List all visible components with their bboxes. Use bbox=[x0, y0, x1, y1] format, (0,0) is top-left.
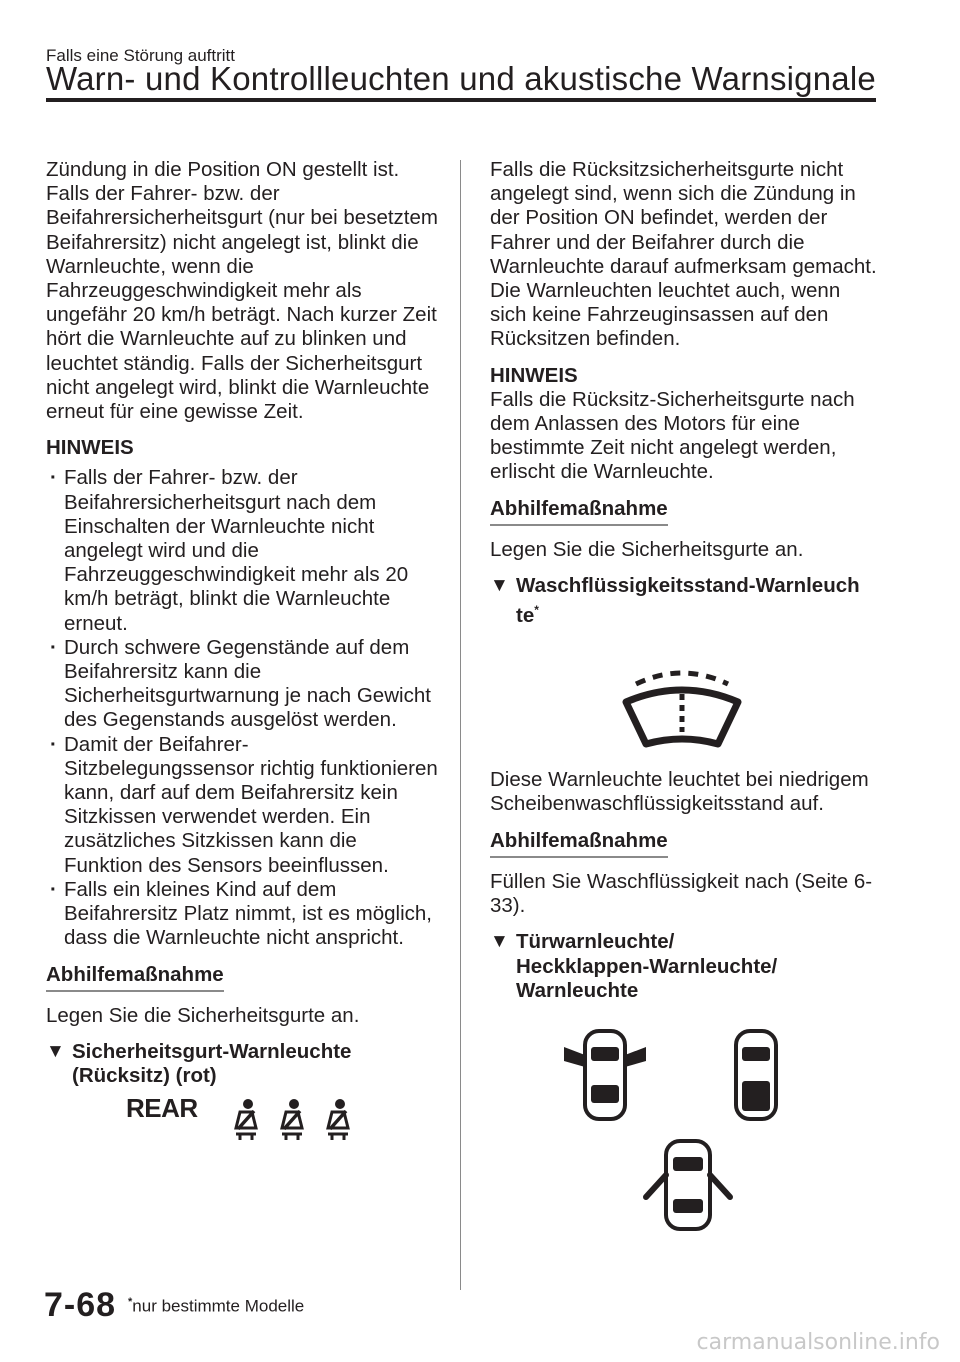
right-paragraph-1: Falls die Rücksitzsicherheitsgurte nicht angelegt sind, wenn sich die Zündung in der Position ON befindet, werden der Fahrer und der Beifahrer durch die Warnleuchte darauf aufmerksam gemacht. bbox=[490, 158, 877, 278]
remedy-text: Legen Sie die Sicherheitsgurte an. bbox=[46, 1003, 360, 1027]
section-heading-line-1: Türwarnleuchte/ bbox=[516, 930, 675, 954]
washer-fluid-icon bbox=[618, 648, 746, 748]
right-paragraph-2: Die Warnleuchten leuchtet auch, wenn sich keine Fahrzeuginsassen auf den Rücksitzen befinden. bbox=[490, 279, 841, 351]
footer-note-text: nur bestimmte Modelle bbox=[132, 1296, 305, 1316]
section-heading-text: Sicherheitsgurt-Warnleuchte (Rücksitz) (rot) bbox=[72, 1039, 352, 1088]
left-column bbox=[46, 158, 438, 1144]
remedy-text: Legen Sie die Sicherheitsgurte an. bbox=[490, 537, 804, 561]
door-open-car-icon bbox=[560, 1025, 650, 1125]
right-column bbox=[490, 158, 882, 1243]
left-paragraph-2: Falls der Fahrer- bzw. der Beifahrersicherheitsgurt (nur bei besetztem Beifahrersitz) nicht angelegt ist, blinkt die Warnleuchte, wenn die Fahrzeuggeschwindigkeit mehr als ungefähr 20 km/h beträgt. Nach kurzer Zeit hört die Warnleuchte auf zu blinken und leuchtet ständig. Falls der Sicherheitsgurt nicht angelegt wird, blinkt die Warnleuchte erneut für eine gewisse Zeit. bbox=[46, 182, 438, 424]
section-heading-line-2: Heckklappen-Warnleuchte/ bbox=[516, 954, 778, 978]
door-warning-figure bbox=[490, 1003, 882, 1243]
hood-open-car-icon bbox=[638, 1135, 738, 1235]
remedy-heading: Abhilfemaßnahme bbox=[46, 963, 224, 992]
remedy-heading: Abhilfemaßnahme bbox=[490, 497, 668, 526]
section-heading-text-cont: te bbox=[516, 604, 535, 628]
list-item: · Falls ein kleines Kind auf dem Beifahrersitz Platz nimmt, ist es möglich, dass die Warnleuchte nicht anspricht. bbox=[46, 878, 438, 951]
model-mark: * bbox=[534, 603, 539, 618]
note-label: HINWEIS bbox=[490, 363, 578, 387]
column-divider bbox=[460, 160, 461, 1290]
remedy-text: Füllen Sie Waschflüssigkeit nach (Seite 6-33). bbox=[490, 869, 873, 918]
note-text: Falls die Rücksitz-Sicherheitsgurte nach dem Anlassen des Motors für eine bestimmte Zeit nicht angelegt werden, erlischt die Warnleuchte. bbox=[490, 387, 855, 484]
list-item: · Damit der Beifahrer-Sitzbelegungssensor richtig funktionieren kann, darf auf dem Beifahrersitz kein Sitzkissen verwendet werden. Ein zusätzliches Sitzkissen kann die Funktion des Sensors beeinflussen. bbox=[46, 733, 438, 878]
section-heading-rear-belt bbox=[46, 1040, 438, 1088]
footer-note bbox=[128, 1296, 304, 1317]
rear-belt-indicator-row bbox=[46, 1088, 438, 1144]
seatbelt-icon bbox=[272, 1098, 312, 1142]
seatbelt-icon bbox=[226, 1098, 266, 1142]
washer-text: Diese Warnleuchte leuchtet bei niedrigem Scheibenwaschflüssigkeitsstand auf. bbox=[490, 768, 869, 816]
header-section-label: Falls eine Störung auftritt bbox=[46, 46, 235, 65]
washer-fluid-figure bbox=[490, 628, 882, 768]
remedy-heading: Abhilfemaßnahme bbox=[490, 829, 668, 858]
section-heading-text: Waschflüssigkeitsstand-Warnleuch bbox=[516, 574, 860, 598]
model-mark: * bbox=[128, 1296, 133, 1308]
list-item: · Falls der Fahrer- bzw. der Beifahrersicherheitsgurt nach dem Einschalten der Warnleuchte nicht angelegt wird und die Fahrzeuggeschwindigkeit mehr als 20 km/h beträgt, blinkt die Warnleuchte erneut. bbox=[46, 466, 438, 635]
note-bullets bbox=[46, 466, 438, 950]
page-number: 7-68 bbox=[44, 1286, 117, 1324]
seatbelt-icon bbox=[318, 1098, 358, 1142]
note-label: HINWEIS bbox=[46, 436, 134, 460]
list-item: · Durch schwere Gegenstände auf dem Beifahrersitz kann die Sicherheitsgurtwarnung je nach Gewicht des Gegenstands ausgelöst werden. bbox=[46, 636, 438, 733]
page-title: Warn- und Kontrollleuchten und akustische Warnsignale bbox=[46, 60, 876, 97]
rear-label: REAR bbox=[126, 1093, 198, 1124]
section-heading-line-3: Warnleuchte bbox=[516, 978, 639, 1002]
watermark: carmanualsonline.info bbox=[696, 1330, 940, 1355]
triangle-down-icon: ▼ bbox=[490, 931, 509, 953]
triangle-down-icon: ▼ bbox=[490, 575, 509, 597]
section-heading-door bbox=[490, 930, 882, 1003]
trunk-open-car-icon bbox=[726, 1025, 786, 1125]
triangle-down-icon: ▼ bbox=[46, 1040, 65, 1062]
left-paragraph-1: Zündung in die Position ON gestellt ist. bbox=[46, 158, 400, 181]
header-rule bbox=[46, 98, 876, 102]
section-heading-washer bbox=[490, 574, 882, 628]
